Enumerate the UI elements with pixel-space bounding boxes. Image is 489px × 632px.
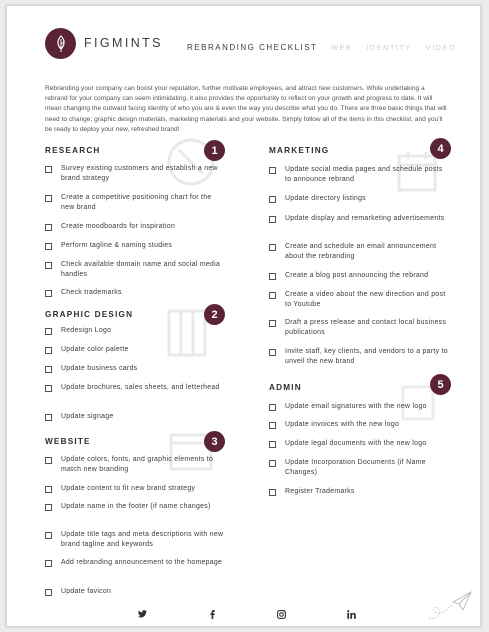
checklist-page xyxy=(6,5,481,627)
checkbox[interactable] xyxy=(269,273,276,280)
item-label: Update title tags and meta descriptions with new brand tagline and keywords xyxy=(61,531,224,549)
checkbox[interactable] xyxy=(269,404,276,411)
checkbox[interactable] xyxy=(45,589,52,596)
checkbox[interactable] xyxy=(269,292,276,299)
leaf-icon xyxy=(53,35,69,53)
checkbox[interactable] xyxy=(269,216,276,223)
checklist-item[interactable] xyxy=(269,458,449,479)
checkbox[interactable] xyxy=(45,224,52,231)
item-label: Update color palette xyxy=(61,346,129,353)
facebook-icon[interactable] xyxy=(207,609,217,619)
checklist-item[interactable] xyxy=(45,587,225,597)
checklist-item[interactable] xyxy=(45,412,225,422)
item-label: Draft a press release and contact local business publications xyxy=(285,319,447,337)
checkbox[interactable] xyxy=(269,320,276,327)
item-label: Update invoices with the new logo xyxy=(285,421,400,428)
item-label: Create moodboards for inspiration xyxy=(61,223,176,230)
checklist-item[interactable] xyxy=(45,455,225,476)
checklist-item[interactable] xyxy=(269,402,449,412)
checklist-item[interactable] xyxy=(45,193,225,214)
section-title: MARKETING xyxy=(269,146,330,155)
item-label: Update favicon xyxy=(61,588,112,595)
checkbox[interactable] xyxy=(45,532,52,539)
item-label: Perform tagline & naming studies xyxy=(61,242,173,249)
checkbox[interactable] xyxy=(269,244,276,251)
top-nav xyxy=(331,43,456,52)
checkbox[interactable] xyxy=(45,385,52,392)
checklist-item[interactable] xyxy=(269,271,449,281)
twitter-icon[interactable] xyxy=(137,609,147,619)
item-label: Update legal documents with the new logo xyxy=(285,440,427,447)
item-label: Redesign Logo xyxy=(61,327,112,334)
item-label: Update signage xyxy=(61,413,114,420)
checkbox[interactable] xyxy=(269,196,276,203)
checklist-item[interactable] xyxy=(269,439,449,449)
checkbox[interactable] xyxy=(269,422,276,429)
item-label: Create and schedule an email announcement about the rebranding xyxy=(285,243,437,261)
item-label: Update Incorporation Documents (if Name Changes) xyxy=(285,459,426,477)
section-number-badge: 4 xyxy=(430,138,451,159)
checkbox[interactable] xyxy=(269,460,276,467)
checklist-item[interactable] xyxy=(45,383,225,393)
item-label: Update directory listings xyxy=(285,195,367,202)
checklist-item[interactable] xyxy=(45,484,225,494)
linkedin-icon[interactable] xyxy=(346,609,356,619)
item-label: Check trademarks xyxy=(61,289,122,296)
checklist-item[interactable] xyxy=(269,242,449,263)
item-label: Invite staff, key clients, and vendors to a party to unveil the new brand xyxy=(285,348,448,366)
section-number-badge: 5 xyxy=(430,374,451,395)
intro-paragraph: Rebranding your company can boost your reputation, further motivate employees, and attract new customers. While undertaking a rebrand for your company can seem intimidating, it also provides the opportunity to reflect on your growth and progress to date. It will mean changing the outward facing identity of who you are & even the way you describe what you do. There are three basic things that will need to change; graphic design materials, marketing materials and your website. Simply follow all of the items in this checklist, and you'll be ready to deploy your new, refreshed brand! xyxy=(45,85,447,133)
nav-video[interactable]: VIDEO xyxy=(425,43,457,52)
checklist-item[interactable] xyxy=(269,420,449,430)
checkbox[interactable] xyxy=(45,366,52,373)
checklist-item[interactable] xyxy=(45,502,225,512)
nav-identity[interactable]: IDENTITY xyxy=(366,43,412,52)
checklist-item[interactable] xyxy=(45,222,225,232)
checkbox[interactable] xyxy=(45,486,52,493)
item-label: Update name in the footer (if name changes) xyxy=(61,503,211,510)
checkbox[interactable] xyxy=(45,262,52,269)
checklist-item[interactable] xyxy=(45,345,225,355)
checkbox[interactable] xyxy=(45,560,52,567)
item-label: Update email signatures with the new logo xyxy=(285,403,427,410)
checklist-item[interactable] xyxy=(45,326,225,336)
nav-web[interactable]: WEB xyxy=(331,43,353,52)
page-header xyxy=(7,6,481,86)
checkbox[interactable] xyxy=(45,243,52,250)
checkbox[interactable] xyxy=(269,349,276,356)
section-title: WEBSITE xyxy=(45,437,91,446)
item-label: Survey existing customers and establish a new brand strategy xyxy=(61,165,218,183)
section-number-badge: 3 xyxy=(204,431,225,452)
item-label: Create a video about the new direction and post to Youtube xyxy=(285,291,446,309)
section-number-badge: 2 xyxy=(204,304,225,325)
item-label: Update business cards xyxy=(61,365,138,372)
checklist-item[interactable] xyxy=(45,241,225,251)
item-label: Update brochures, sales sheets, and letterhead xyxy=(61,384,220,391)
item-label: Add rebranding announcement to the homepage xyxy=(61,559,223,566)
checklist-item[interactable] xyxy=(45,288,225,298)
checklist-item[interactable] xyxy=(269,347,449,368)
checkbox[interactable] xyxy=(45,414,52,421)
item-label: Register Trademarks xyxy=(285,488,355,495)
brand-name: FIGMINTS xyxy=(84,36,163,50)
checklist-item[interactable] xyxy=(269,318,449,339)
section-title: RESEARCH xyxy=(45,146,101,155)
checkbox[interactable] xyxy=(45,504,52,511)
checkbox[interactable] xyxy=(269,441,276,448)
checklist-item[interactable] xyxy=(269,165,449,186)
item-label: Update colors, fonts, and graphic elements to match new branding xyxy=(61,456,214,474)
item-label: Update display and remarketing advertisements xyxy=(285,215,445,222)
checklist-item[interactable] xyxy=(269,214,449,224)
checklist-item[interactable] xyxy=(45,164,225,185)
figmints-logo[interactable] xyxy=(45,28,76,59)
item-label: Update content to fit new brand strategy xyxy=(61,485,196,492)
checklist-item[interactable] xyxy=(269,290,449,311)
section-number-badge: 1 xyxy=(204,140,225,161)
item-label: Create a blog post announcing the rebrand xyxy=(285,272,429,279)
checklist-item[interactable] xyxy=(269,194,449,204)
paper-plane-icon xyxy=(425,586,473,622)
checkbox[interactable] xyxy=(45,457,52,464)
item-label: Check available domain name and social media handles xyxy=(61,261,221,279)
section-title: GRAPHIC DESIGN xyxy=(45,310,134,319)
item-label: Update social media pages and schedule posts to announce rebrand xyxy=(285,166,443,184)
checkbox[interactable] xyxy=(269,489,276,496)
checklist-item[interactable] xyxy=(45,530,225,551)
instagram-icon[interactable] xyxy=(276,609,286,619)
checkbox[interactable] xyxy=(45,195,52,202)
checklist-item[interactable] xyxy=(45,260,225,281)
checkbox[interactable] xyxy=(269,167,276,174)
document-title: REBRANDING CHECKLIST xyxy=(187,43,318,52)
checkbox[interactable] xyxy=(45,347,52,354)
checklist-item[interactable] xyxy=(45,558,225,568)
checklist-item[interactable] xyxy=(269,487,449,497)
checkbox[interactable] xyxy=(45,290,52,297)
section-title: ADMIN xyxy=(269,383,302,392)
checkbox[interactable] xyxy=(45,166,52,173)
page-footer xyxy=(7,609,481,623)
checkbox[interactable] xyxy=(45,328,52,335)
item-label: Create a competitive positioning chart for the new brand xyxy=(61,194,212,212)
checklist-item[interactable] xyxy=(45,364,225,374)
